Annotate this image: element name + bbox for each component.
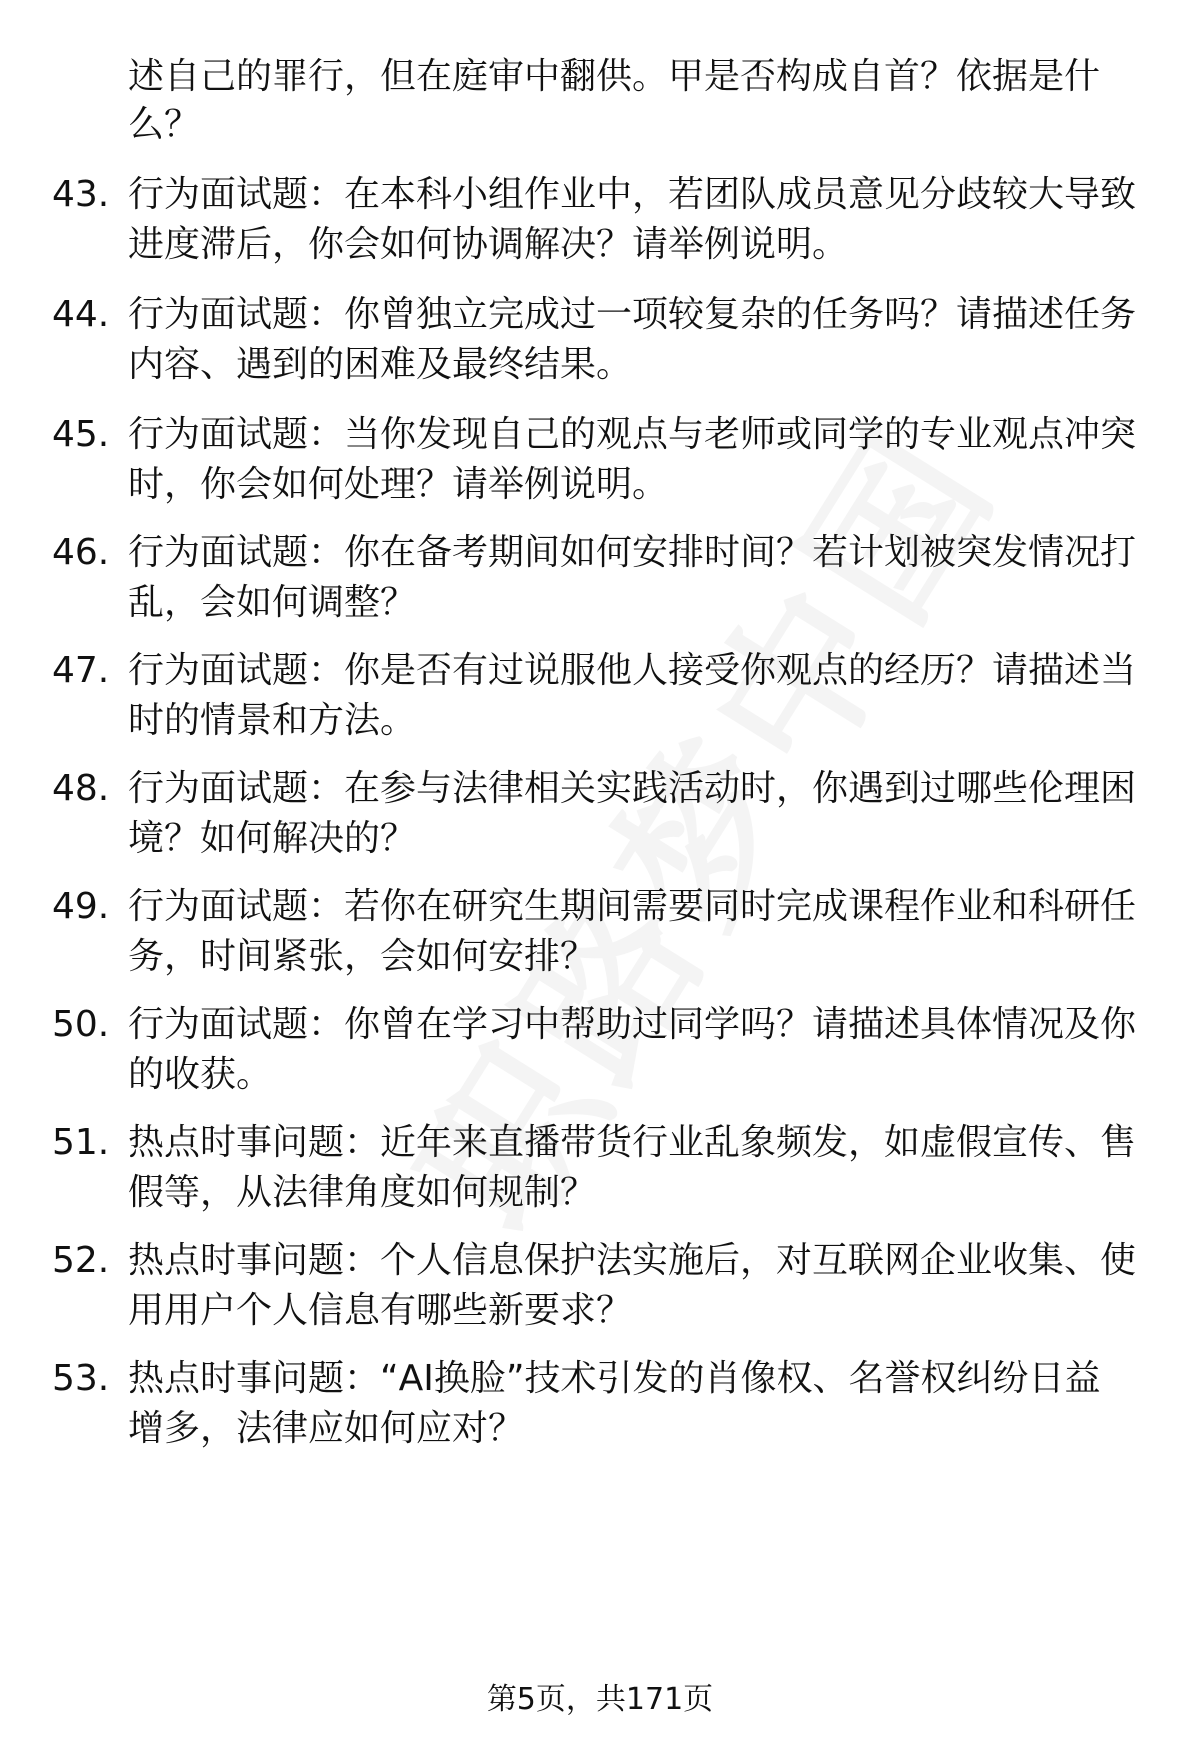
question-line: 境？如何解决的？ (128, 818, 417, 859)
question-line: 行为面试题：你曾独立完成过一项较复杂的任务吗？请描述任务 (128, 294, 1137, 335)
question-text (128, 1236, 1138, 1336)
question-line: 用用户个人信息有哪些新要求？ (128, 1290, 633, 1331)
question-text (128, 290, 1138, 390)
question-line: 假等，从法律角度如何规制？ (128, 1172, 597, 1213)
question-text (128, 646, 1138, 746)
question-text (128, 1354, 1138, 1454)
continuation-line-1: 述自己的罪行，但在庭审中翻供。甲是否构成自首？依据是什 (128, 56, 1101, 97)
question-line: 行为面试题：你是否有过说服他人接受你观点的经历？请描述当 (128, 650, 1137, 691)
question-line: 乱，会如何调整？ (128, 582, 417, 623)
question-line: 增多，法律应如何应对？ (128, 1408, 525, 1449)
question-line: 热点时事问题：近年来直播带货行业乱象频发，如虚假宣传、售 (128, 1122, 1137, 1163)
page-footer: 第5页，共171页 (486, 1682, 714, 1717)
question-text (128, 882, 1138, 982)
question-line: 行为面试题：当你发现自己的观点与老师或同学的专业观点冲突 (128, 414, 1137, 455)
question-text (128, 528, 1138, 628)
question-number: 49. (52, 886, 110, 927)
question-line: 行为面试题：在本科小组作业中，若团队成员意见分歧较大导致 (128, 174, 1137, 215)
question-number: 47. (52, 650, 110, 691)
question-number: 45. (52, 414, 110, 455)
question-line: 的收获。 (128, 1054, 273, 1095)
question-text (128, 1000, 1138, 1100)
question-line: 行为面试题：你在备考期间如何安排时间？若计划被突发情况打 (128, 532, 1137, 573)
question-number: 53. (52, 1358, 110, 1399)
question-text (128, 410, 1138, 510)
question-number: 51. (52, 1122, 110, 1163)
question-number: 44. (52, 294, 110, 335)
question-text (128, 1118, 1138, 1218)
question-number: 48. (52, 768, 110, 809)
question-line: 热点时事问题：个人信息保护法实施后，对互联网企业收集、使 (128, 1240, 1137, 1281)
question-line: 务，时间紧张，会如何安排？ (128, 936, 597, 977)
question-line: 行为面试题：你曾在学习中帮助过同学吗？请描述具体情况及你 (128, 1004, 1137, 1045)
question-line: 时，你会如何处理？请举例说明。 (128, 464, 669, 505)
question-line: 进度滞后，你会如何协调解决？请举例说明。 (128, 224, 849, 265)
question-number: 43. (52, 174, 110, 215)
question-text (128, 170, 1138, 270)
continuation-line-2: 么？ (128, 104, 201, 145)
question-line: 时的情景和方法。 (128, 700, 417, 741)
question-number: 46. (52, 532, 110, 573)
question-line: 热点时事问题：“AI换脸”技术引发的肖像权、名誉权纠纷日益 (128, 1358, 1101, 1399)
question-line: 内容、遇到的困难及最终结果。 (128, 344, 633, 385)
question-text (128, 764, 1138, 864)
question-line: 行为面试题：在参与法律相关实践活动时，你遇到过哪些伦理困 (128, 768, 1137, 809)
question-number: 52. (52, 1240, 110, 1281)
question-line: 行为面试题：若你在研究生期间需要同时完成课程作业和科研任 (128, 886, 1137, 927)
question-number: 50. (52, 1004, 110, 1045)
